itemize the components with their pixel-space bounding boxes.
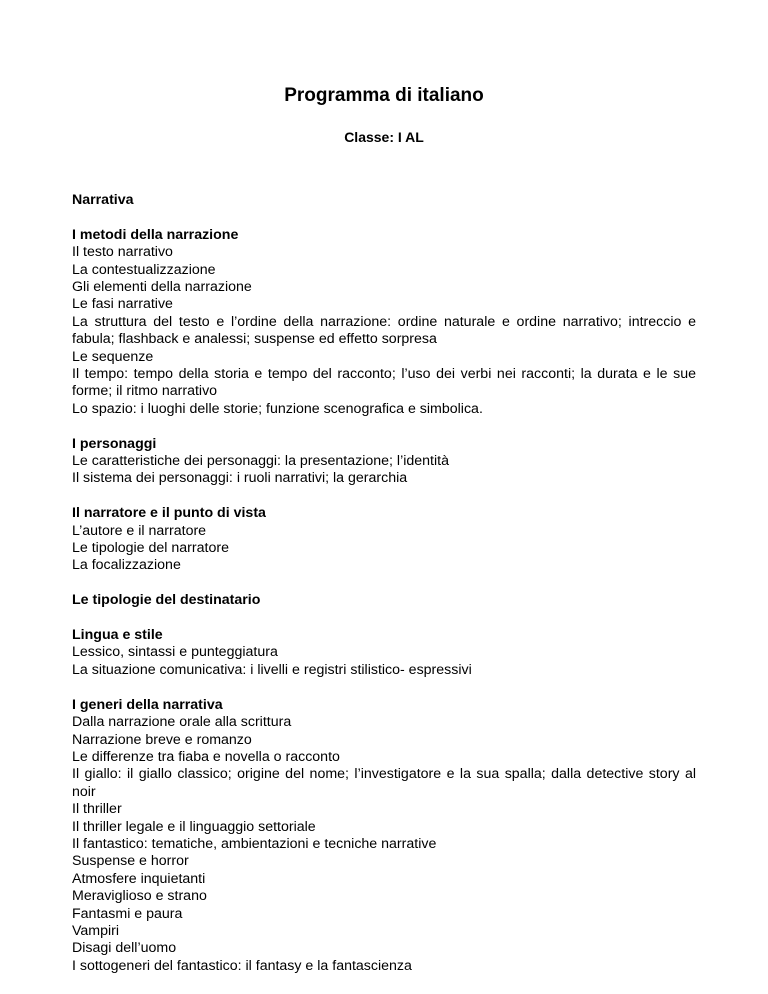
list-item: Il testo narrativo: [72, 244, 173, 261]
section-heading: I metodi della narrazione: [72, 226, 239, 243]
list-item: Il thriller legale e il linguaggio settoriale: [72, 818, 316, 835]
list-item: Disagi dell’uomo: [72, 940, 177, 957]
list-item: Lessico, sintassi e punteggiatura: [72, 644, 278, 661]
list-item: Il fantastico: tematiche, ambientazioni e tecniche narrative: [72, 835, 437, 852]
section-narratore: [72, 505, 696, 575]
list-item: Fantasmi e paura: [72, 905, 183, 922]
list-item: Le fasi narrative: [72, 296, 173, 313]
list-item: La struttura del testo e l’ordine della narrazione: ordine naturale e ordine narrativo; intreccio e fabula; flashback e analessi; suspense ed effetto sorpresa: [72, 313, 696, 348]
list-item: La focalizzazione: [72, 557, 181, 574]
section-heading: Il narratore e il punto di vista: [72, 505, 266, 522]
document-content: [72, 192, 696, 993]
list-item: Il giallo: il giallo classico; origine del nome; l’investigatore e la sua spalla; dalla detective story al noir: [72, 766, 696, 800]
section-metodi: [72, 227, 696, 418]
list-item: Le caratteristiche dei personaggi: la presentazione; l’identità: [72, 453, 449, 470]
list-item: Le tipologie del narratore: [72, 540, 229, 557]
list-item: Suspense e horror: [72, 853, 189, 870]
list-item: La contestualizzazione: [72, 261, 216, 278]
section-heading: I generi della narrativa: [72, 696, 223, 713]
list-item: Le sequenze: [72, 348, 154, 365]
list-item: Atmosfere inquietanti: [72, 870, 206, 887]
main-section-heading: Narrativa: [72, 192, 134, 208]
section-generi: [72, 697, 696, 976]
list-item: Narrazione breve e romanzo: [72, 731, 252, 748]
list-item: Meraviglioso e strano: [72, 888, 207, 905]
class-label: Classe: I AL: [344, 129, 424, 145]
section-heading: Le tipologie del destinatario: [72, 592, 261, 609]
section-heading: Lingua e stile: [72, 627, 163, 644]
section-heading: I personaggi: [72, 435, 157, 452]
section-lingua-stile: [72, 627, 696, 679]
list-item: Il thriller: [72, 801, 122, 818]
list-item: Vampiri: [72, 922, 120, 939]
list-item: Dalla narrazione orale alla scrittura: [72, 714, 292, 731]
page-title: Programma di italiano: [284, 85, 484, 106]
list-item: La situazione comunicativa: i livelli e registri stilistico- espressivi: [72, 661, 472, 678]
list-item: I sottogeneri del fantastico: il fantasy e la fantascienza: [72, 957, 412, 974]
list-item: L’autore e il narratore: [72, 522, 207, 539]
section-personaggi: [72, 436, 696, 488]
list-item: Lo spazio: i luoghi delle storie; funzione scenografica e simbolica.: [72, 400, 483, 417]
section-destinatario: [72, 592, 696, 609]
list-item: Il tempo: tempo della storia e tempo del racconto; l’uso dei verbi nei racconti; la durata e le sue forme; il ritmo narrativo: [72, 366, 696, 400]
list-item: Il sistema dei personaggi: i ruoli narrativi; la gerarchia: [72, 470, 408, 487]
list-item: Gli elementi della narrazione: [72, 279, 252, 296]
list-item: Le differenze tra fiaba e novella o racconto: [72, 748, 340, 765]
